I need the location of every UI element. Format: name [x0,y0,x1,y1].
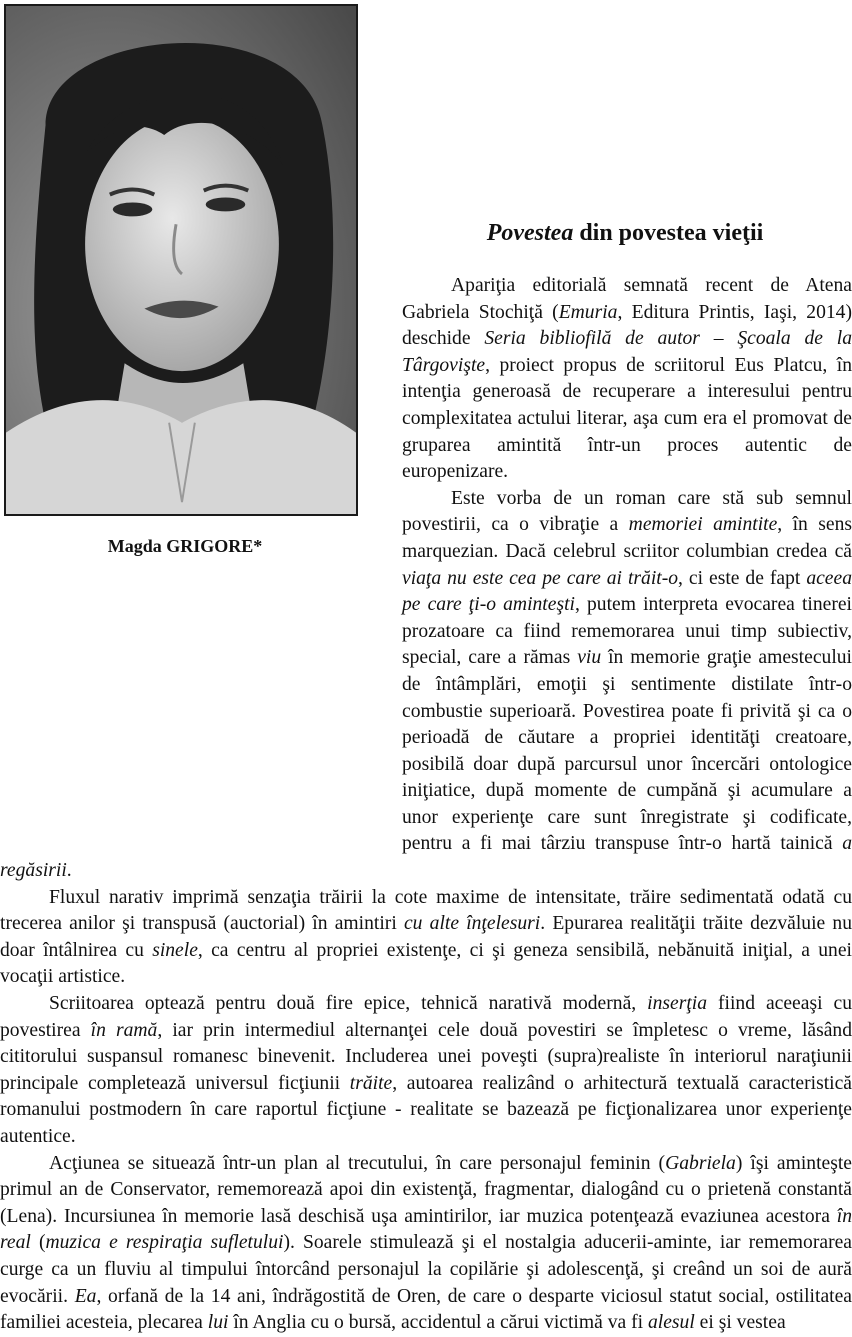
paragraph-3: Fluxul narativ imprimă senzaţia trăirii la cote maxime de intensitate, trăire sedimentată odată cu trecerea anilor şi transpusă (auctorial) în amintiri cu alte înţelesuri. Epurarea realităţii trăite dezvăluie nu doar întâlnirea cu sinele, ca centru al propriei existenţe, ci şi geneza sensibilă, nebănuită iniţial, a unei vocaţii artistice. [0,886,852,988]
author-caption: Magda GRIGORE* [107,536,263,556]
paragraph-1: Apariţia editorială semnată recent de Atena Gabriela Stochiţă (Emuria, Editura Printis, Iaşi, 2014) deschide Seria bibliofilă de autor – Şcoala de la Târgovişte, proiect propus de scriitorul Eus Platcu, în intenţia generoasă de recuperare a interesului pentru complexitatea actului literar, aşa cum era el promovat de gruparea amintită într-un proces autentic de europenizare. [402,275,852,483]
title-italic: Povestea [486,220,574,246]
paragraph-4: Scriitoarea optează pentru două fire epice, tehnică narativă modernă, inserţia fiind aceeaşi cu povestirea în ramă, iar prin intermediul alternanţei cele două povestiri se împletesc o vreme, lăsând cititorului suspansul romanesc binevenit. Includerea unei poveşti (supra)realiste în interiorul naraţiunii principale completează universul ficţiunii trăite, autoarea realizând o arhitectură textuală caracteristică romanului postmodern în care raportul ficţiune - realitate se bazează pe ficţionalizarea unor experienţe autentice. [0,993,852,1147]
paragraph-2: Este vorba de un roman care stă sub semnul povestirii, ca o vibraţie a memoriei amintite, în sens marquezian. Dacă celebrul scriitor columbian credea că viaţa nu este cea pe care ai trăit-o, ci este de fapt aceea pe care ţi-o aminteşti, putem interpreta evocarea tinerei prozatoare ca fiind rememorarea unui timp subiectiv, special, care a rămas viu în memorie graţie amestecului de întâmplări, emoţii şi sentimente distilate într-o combustie superioară. Povestirea poate fi privită şi ca o perioadă de căutare a propriei identităţi creatoare, posibilă doar după parcursul unor încercări ontologice iniţiatice, după momente de cumpănă şi acumulare a unor experienţe care sunt înregistrate şi codificate, pentru a fi mai târziu transpuse într-o hartă tainică a regăsirii. [0,487,852,882]
paragraph-5: Acţiunea se situează într-un plan al trecutului, în care personajul feminin (Gabriela) îşi aminteşte primul an de Conservator, rememorează apoi din existenţă, fragmentar, dialogând cu o prietenă constantă (Lena). Incursiunea în memorie lasă deschisă uşa amintirilor, iar muzica potenţează evaziunea acestora în real (muzica e respiraţia sufletului). Soarele stimulează şi el nostalgia aducerii-aminte, iar rememorarea curge ca un fluviu al timpului întorcând personajul la copilărie şi adolescenţă, şi creând un soi de aură evocării. Ea, orfană de la 14 ani, îndrăgostită de Oren, de care o desparte viciosul statut social, ostilitatea familiei acesteia, plecarea lui în Anglia cu o bursă, accidentul a cărui victimă va fi alesul ei şi vestea [0,1152,852,1334]
title-rest: din povestea vieţii [573,220,764,246]
